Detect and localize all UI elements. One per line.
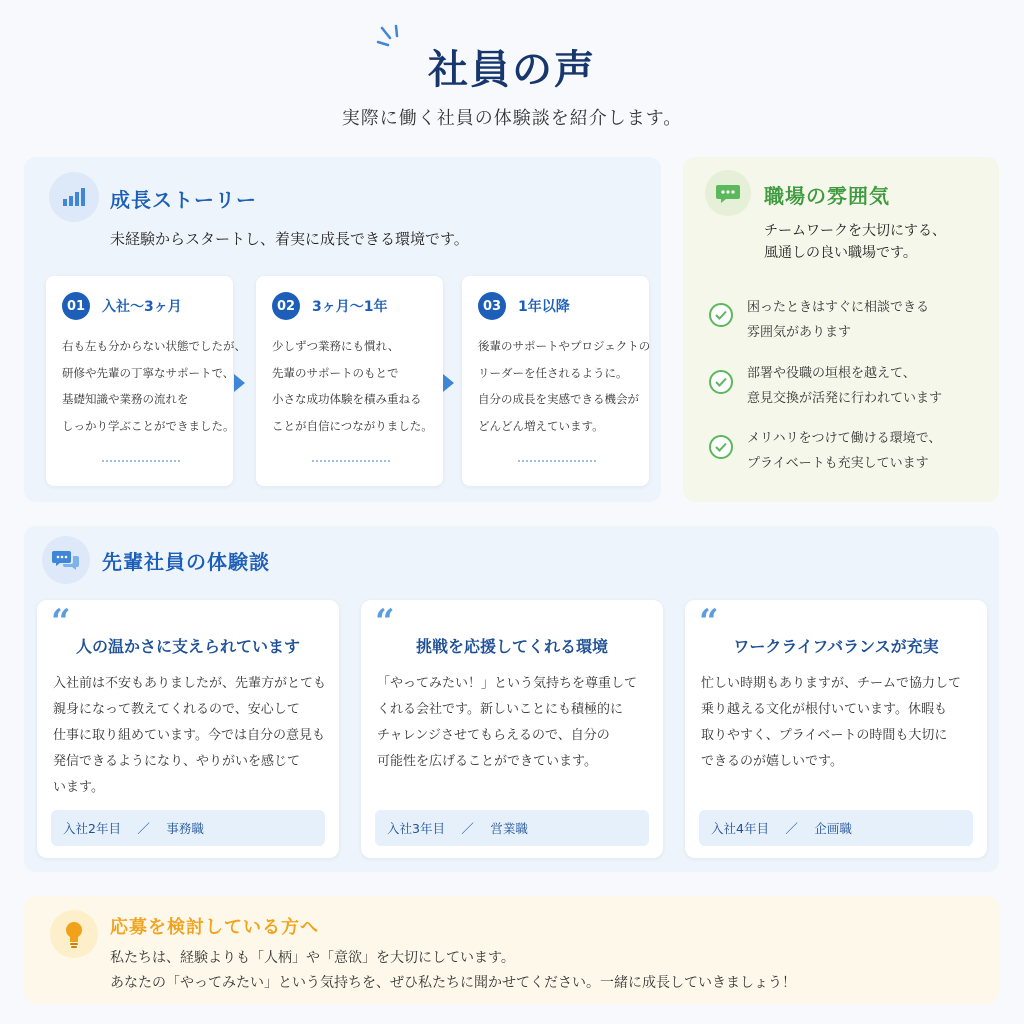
growth-description: 未経験からスタートし、着実に成長できる環境です。 bbox=[110, 230, 469, 248]
dotted-divider bbox=[312, 460, 390, 462]
step-title: 入社〜3ヶ月 bbox=[102, 299, 182, 315]
step-card bbox=[46, 276, 246, 486]
testimonial-title: ワークライフバランスが充実 bbox=[733, 637, 939, 656]
atmosphere-description: チームワークを大切にする、 風通しの良い職場です。 bbox=[764, 223, 946, 261]
bar-chart-icon bbox=[49, 172, 99, 222]
testimonial-card bbox=[685, 600, 987, 858]
step-number: 03 bbox=[478, 292, 506, 320]
check-circle-icon bbox=[709, 435, 733, 459]
step-card bbox=[256, 276, 443, 486]
employee-tag: 入社4年目 ／ 企画職 bbox=[699, 810, 973, 846]
lightbulb-icon bbox=[50, 910, 98, 958]
testimonial-title: 人の温かさに支えられています bbox=[75, 637, 300, 656]
testimonial-card bbox=[37, 600, 339, 858]
employee-tag: 入社2年目 ／ 事務職 bbox=[51, 810, 325, 846]
arrow-right-icon bbox=[443, 374, 454, 392]
step-number: 01 bbox=[62, 292, 90, 320]
step-body: 右も左も分からない状態でしたが、 研修や先輩の丁寧なサポートで、 基礎知識や業務の流れを しっかり学ぶことができました。 bbox=[62, 339, 246, 433]
step-number: 02 bbox=[272, 292, 300, 320]
apply-message-line: あなたの「やってみたい」という気持ちを、ぜひ私たちに聞かせてください。一緒に成長していきましょう！ bbox=[110, 975, 796, 991]
step-title: 3ヶ月〜1年 bbox=[312, 299, 388, 315]
step-body: 少しずつ業務にも慣れ、 先輩のサポートのもとで 小さな成功体験を積み重ねる ことが自信につながりました。 bbox=[272, 339, 433, 433]
step-body: 後輩のサポートやプロジェクトの リーダーを任されるように。 自分の成長を実感できる機会が どんどん増えています。 bbox=[478, 339, 651, 433]
step-card bbox=[462, 276, 649, 486]
check-circle-icon bbox=[709, 303, 733, 327]
page-title: 社員の声 bbox=[428, 47, 596, 93]
chat-bubble-icon bbox=[705, 170, 751, 216]
speech-bubbles-icon bbox=[42, 536, 90, 584]
quote-icon: “ bbox=[699, 602, 719, 642]
dotted-divider bbox=[518, 460, 596, 462]
apply-title: 応募を検討している方へ bbox=[110, 917, 319, 938]
atmosphere-item: 部署や役職の垣根を越えて、 意見交換が活発に行われています bbox=[747, 366, 943, 406]
arrow-right-icon bbox=[234, 374, 245, 392]
apply-message-line: 私たちは、経験よりも「人柄」や「意欲」を大切にしています。 bbox=[110, 950, 515, 966]
growth-title: 成長ストーリー bbox=[110, 188, 257, 212]
check-circle-icon bbox=[709, 370, 733, 394]
atmosphere-title: 職場の雰囲気 bbox=[764, 184, 890, 208]
testimonial-body: 「やってみたい！」という気持ちを尊重して くれる会社です。新しいことにも積極的に チャレンジさせてもらえるので、自分の 可能性を広げることができています。 bbox=[377, 676, 638, 769]
step-title: 1年以降 bbox=[518, 299, 570, 315]
testimonial-title: 挑戦を応援してくれる環境 bbox=[415, 637, 608, 656]
atmosphere-item: メリハリをつけて働ける環境で、 プライベートも充実しています bbox=[747, 431, 942, 471]
atmosphere-item: 困ったときはすぐに相談できる 雰囲気があります bbox=[747, 300, 930, 340]
quote-icon: “ bbox=[51, 602, 71, 642]
employee-tag: 入社3年目 ／ 営業職 bbox=[375, 810, 649, 846]
page-subtitle: 実際に働く社員の体験談を紹介します。 bbox=[341, 108, 683, 129]
dotted-divider bbox=[102, 460, 180, 462]
testimonial-body: 忙しい時期もありますが、チームで協力して 乗り越える文化が根付いています。休暇も 取りやすく、プライベートの時間も大切に できるのが嬉しいです。 bbox=[701, 676, 962, 769]
testimonial-body: 入社前は不安もありましたが、先輩方がとても 親身になって教えてくれるので、安心して 仕事に取り組めています。今では自分の意見も 発信できるようになり、やりがいを感じて います。 bbox=[53, 676, 327, 795]
quote-icon: “ bbox=[375, 602, 395, 642]
testimonial-card bbox=[361, 600, 663, 858]
voices-title: 先輩社員の体験談 bbox=[102, 550, 270, 574]
